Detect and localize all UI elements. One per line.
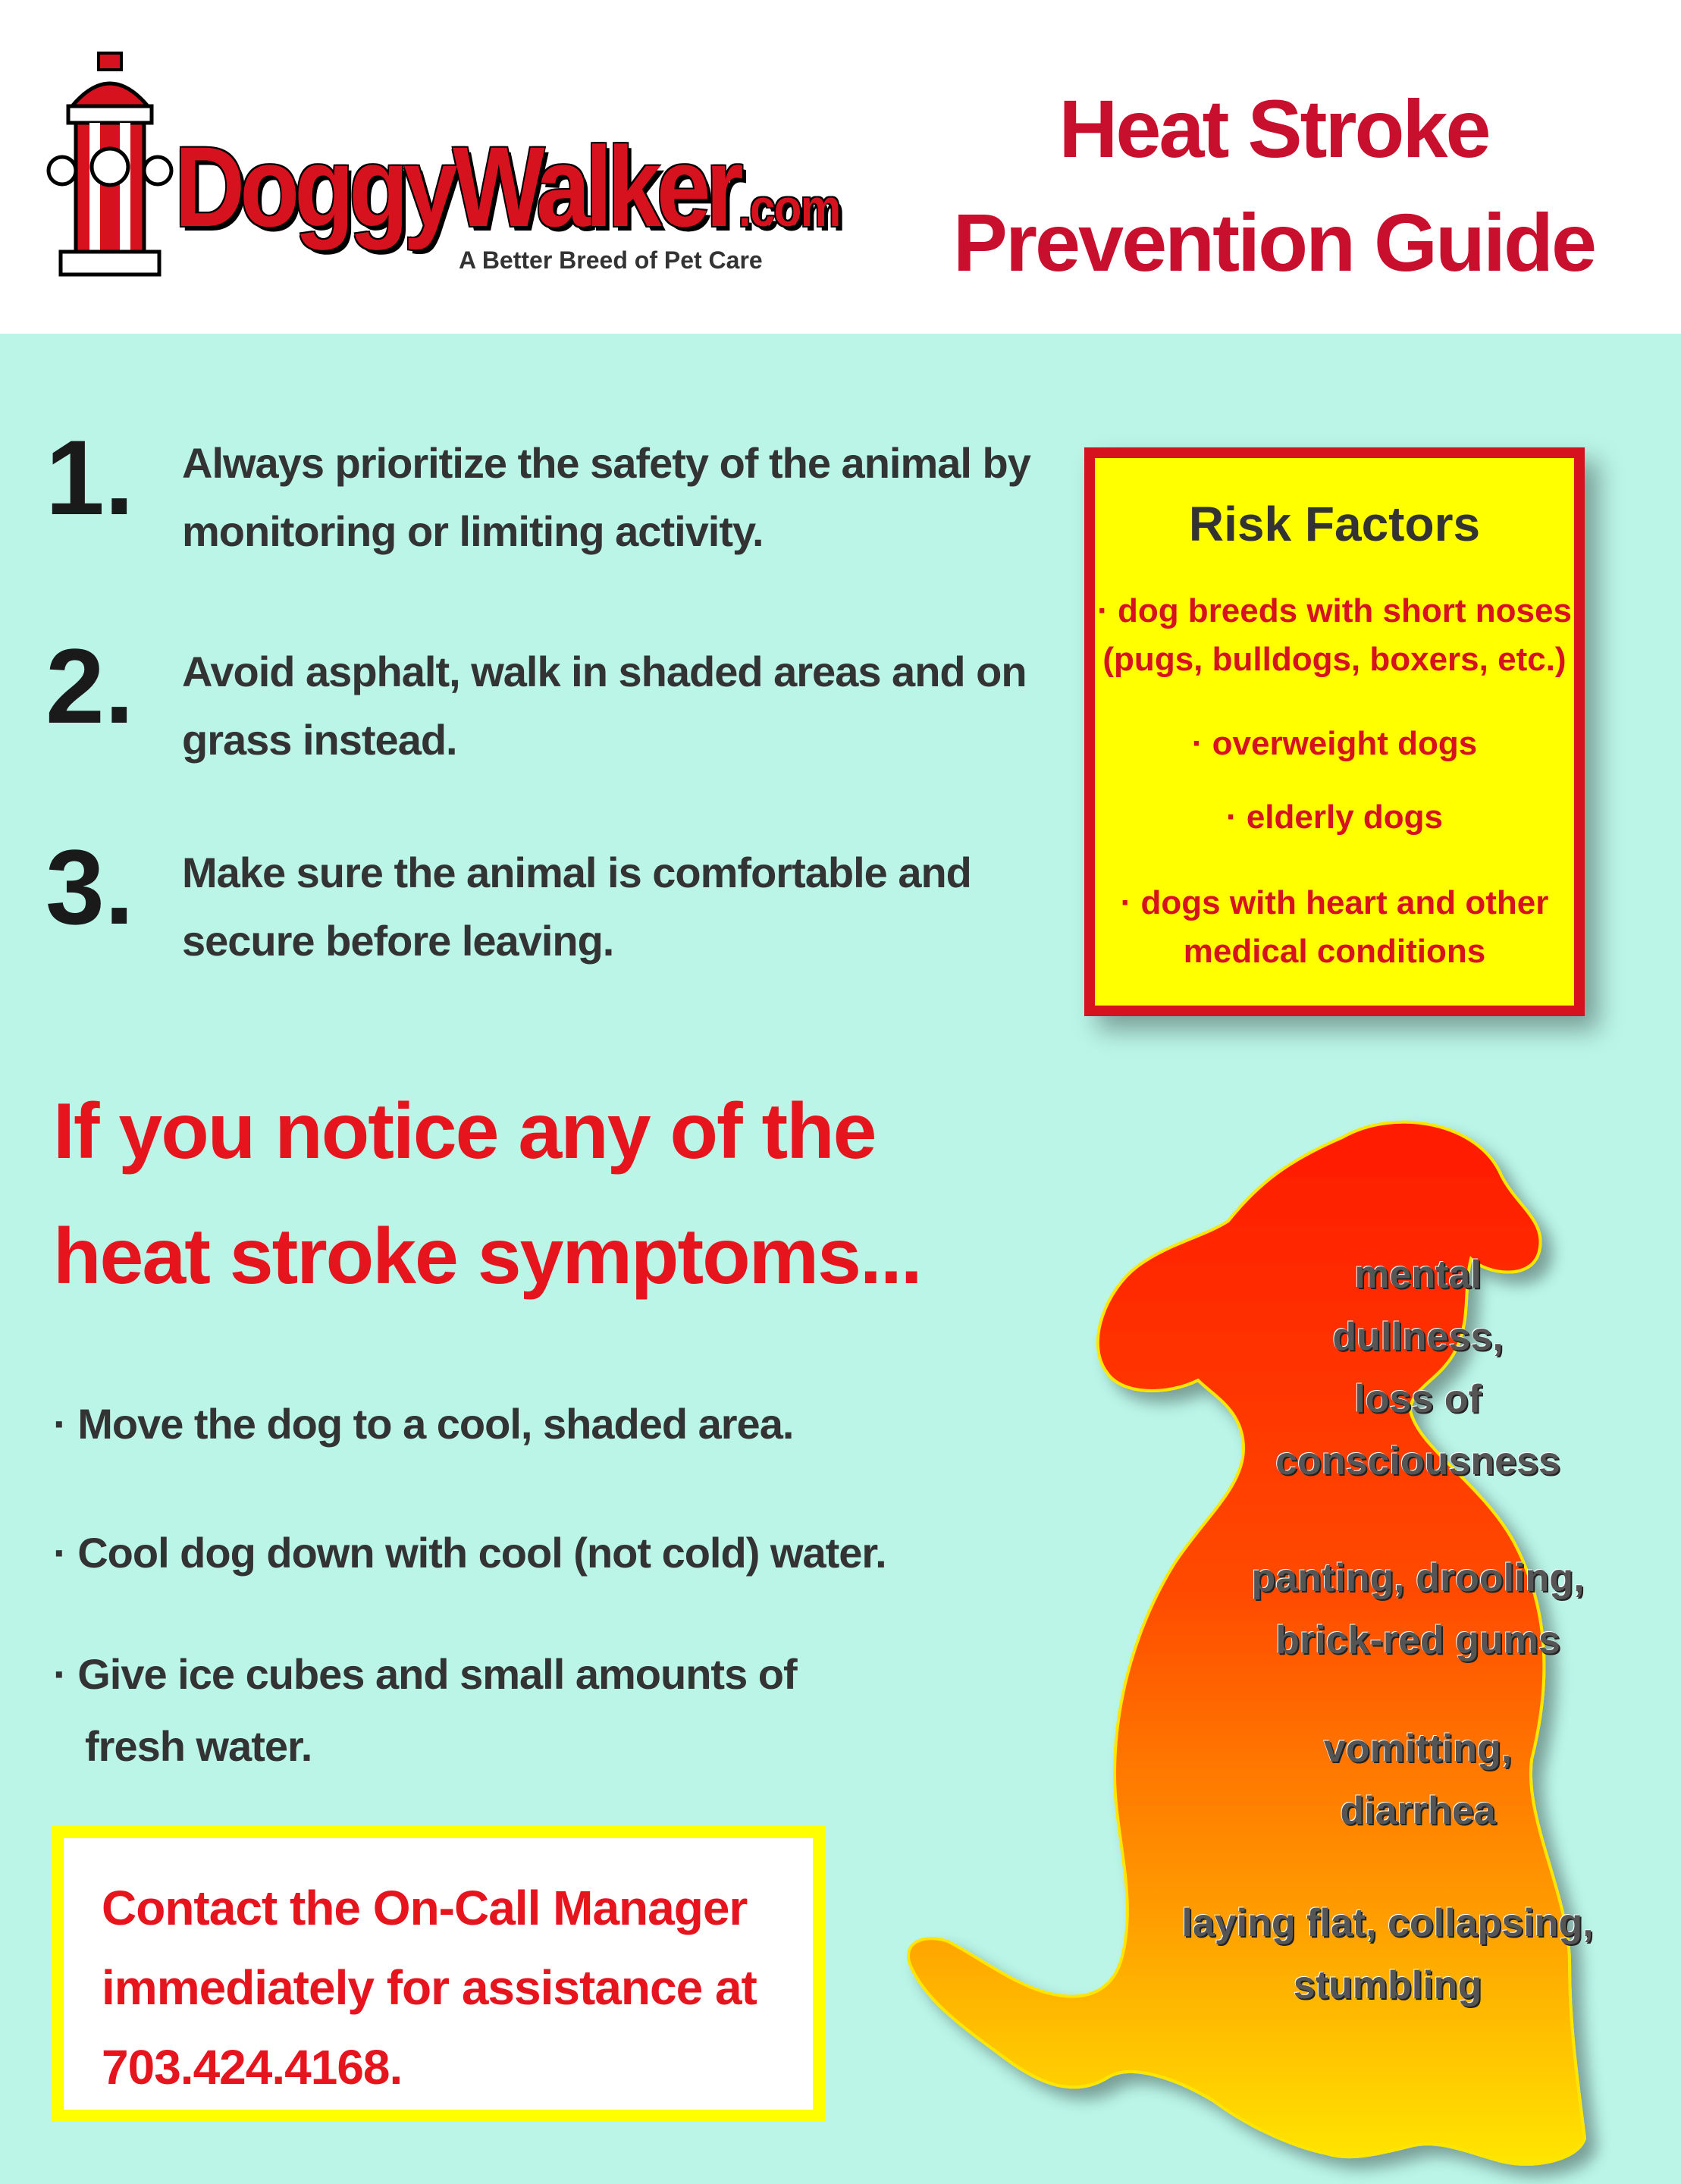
fire-hydrant-icon xyxy=(45,46,174,288)
page-title xyxy=(910,72,1638,300)
risk-factor-line: · elderly dogs xyxy=(1225,799,1444,836)
risk-factor-item xyxy=(1095,720,1574,768)
contact-box xyxy=(52,1826,825,2122)
symptom-group xyxy=(1122,1892,1653,2016)
step-text: Make sure the animal is comfortable and secure before leaving. xyxy=(182,849,971,965)
contact-line: Contact the On-Call Manager xyxy=(102,1881,748,1935)
step-text: Avoid asphalt, walk in shaded areas and on grass instead. xyxy=(182,648,1027,764)
dog-silhouette xyxy=(819,1092,1681,2184)
risk-factor-item xyxy=(1095,793,1574,842)
doggywalker-logo xyxy=(45,46,849,296)
contact-text xyxy=(102,1869,799,2107)
risk-factor-line: · dog breeds with short noses xyxy=(1097,592,1572,629)
action-line: fresh water. xyxy=(85,1722,312,1770)
title-line-2: Prevention Guide xyxy=(952,196,1595,288)
contact-phone: 703.424.4168. xyxy=(102,2040,403,2095)
risk-factor-item xyxy=(1095,879,1574,976)
symptom-line: panting, drooling, xyxy=(1251,1556,1585,1600)
symptom-line: mental xyxy=(1354,1253,1482,1297)
step-3 xyxy=(45,827,1062,986)
action-line: · Give ice cubes and small amounts of xyxy=(53,1650,797,1698)
risk-factors-box xyxy=(1084,447,1585,1016)
step-1 xyxy=(45,418,1062,576)
step-2 xyxy=(45,626,1062,785)
logo-tagline: A Better Breed of Pet Care xyxy=(459,246,763,274)
step-number: 2. xyxy=(45,626,134,745)
risk-factor-line: · dogs with heart and other xyxy=(1120,884,1549,921)
symptom-group xyxy=(1213,1718,1623,1842)
symptoms-heading-line: If you notice any of the xyxy=(53,1087,876,1175)
symptom-line: vomitting, xyxy=(1323,1727,1513,1771)
symptom-line: loss of xyxy=(1354,1377,1482,1421)
step-number: 3. xyxy=(45,827,134,946)
step-text: Always prioritize the safety of the animal by monitoring or limiting activity. xyxy=(182,439,1030,555)
symptom-line: stumbling xyxy=(1293,1963,1482,2007)
action-line: · Cool dog down with cool (not cold) water. xyxy=(53,1529,886,1577)
symptom-line: brick-red gums xyxy=(1275,1618,1560,1662)
symptom-line: dullness, xyxy=(1332,1315,1504,1359)
symptom-line: consciousness xyxy=(1275,1439,1560,1483)
action-line: · Move the dog to a cool, shaded area. xyxy=(53,1400,794,1448)
risk-factor-line: medical conditions xyxy=(1183,933,1486,970)
symptoms-heading-line: heat stroke symptoms... xyxy=(53,1213,921,1301)
symptom-line: diarrhea xyxy=(1340,1789,1496,1833)
contact-line: immediately for assistance at xyxy=(102,1960,757,2015)
risk-factors-title: Risk Factors xyxy=(1188,497,1481,551)
symptom-line: laying flat, collapsing, xyxy=(1181,1901,1594,1945)
logo-wordmark: DoggyWalker.com xyxy=(174,123,840,250)
risk-factor-item xyxy=(1095,587,1574,684)
title-line-1: Heat Stroke xyxy=(1058,83,1489,174)
symptom-group xyxy=(1244,1244,1592,1492)
risk-factor-line: (pugs, bulldogs, boxers, etc.) xyxy=(1102,641,1567,678)
step-number: 1. xyxy=(45,418,134,537)
symptom-group xyxy=(1183,1547,1653,1671)
risk-factor-line: · overweight dogs xyxy=(1191,725,1478,762)
